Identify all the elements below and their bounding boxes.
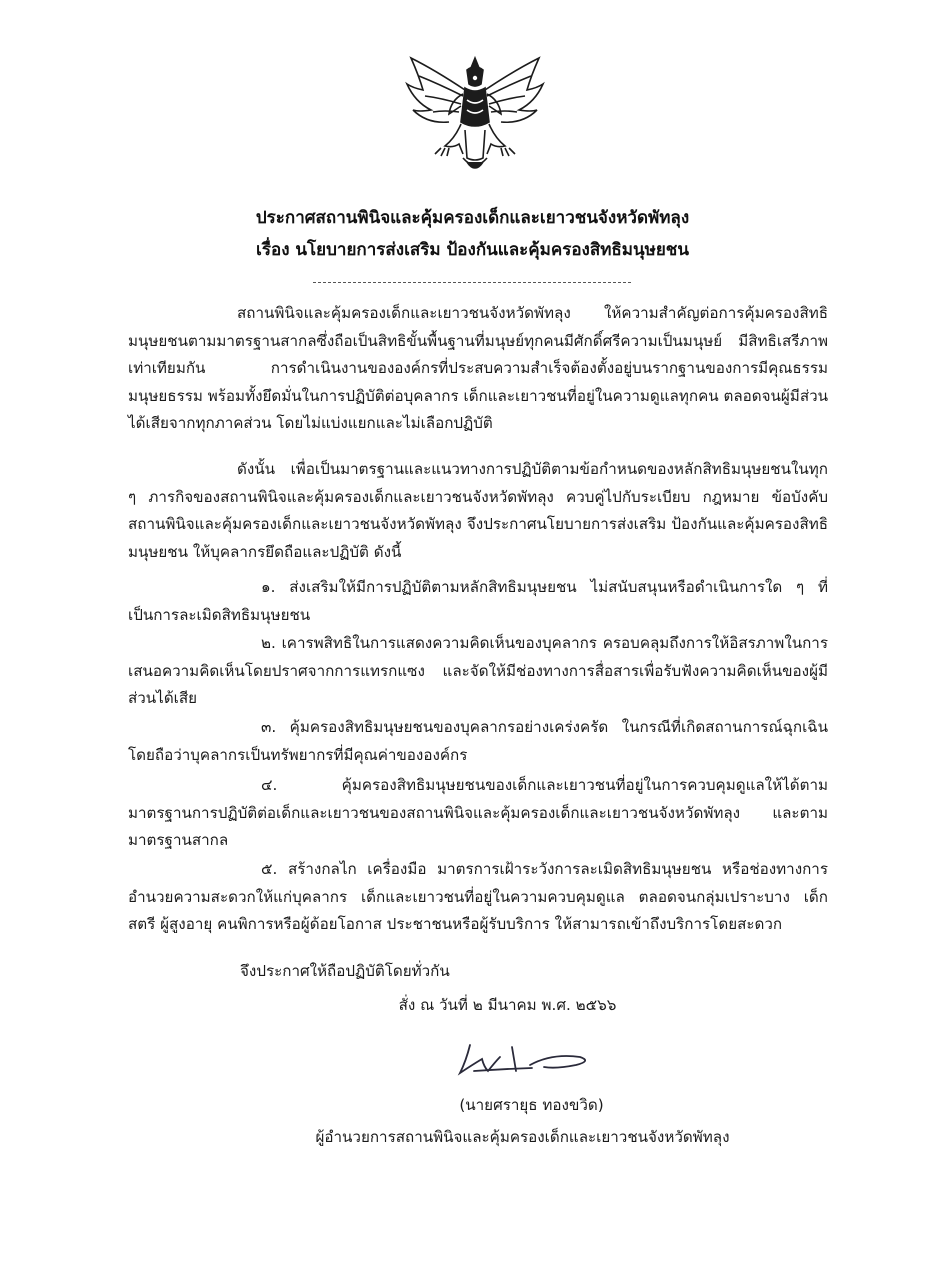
- paragraph-policy-text: ดังนั้น เพื่อเป็นมาตรฐานและแนวทางการปฏิบัติตามข้อกำหนดของหลักสิทธิมนุษยชนในทุก ๆ ภารกิจของสถานพินิจและคุ้มครองเด็กและเยาวชนจังหวัดพัทลุง ควบคู่ไปกับระเบียบ กฎหมาย ข้อบังคับ สถานพินิจและคุ้มครองเด็กและเยาวชนจังหวัดพัทลุง จึงประกาศนโยบายการส่งเสริม ป้องกันและคุ้มครองสิทธิมนุษยชน ให้บุคลากรยึดถือและปฏิบัติ ดังนี้: [128, 460, 828, 561]
- policy-item-2-text: ๒. เคารพสิทธิในการแสดงความคิดเห็นของบุคลากร ครอบคลุมถึงการให้อิสรภาพในการเสนอความคิดเห็นโดยปราศจากการแทรกแซง และจัดให้มีช่องทางการสื่อสารเพื่อรับฟังความคิดเห็นของผู้มีส่วนได้เสีย: [128, 634, 828, 707]
- paragraph-intro: [128, 300, 828, 438]
- title-divider: [313, 282, 631, 283]
- policy-item-1: [128, 574, 828, 629]
- policy-item-4: [128, 772, 828, 855]
- policy-item-3: [128, 714, 828, 769]
- issue-date: สั่ง ณ วันที่ ๒ มีนาคม พ.ศ. ๒๕๖๖: [398, 996, 617, 1014]
- announcement-title: ประกาศสถานพินิจและคุ้มครองเด็กและเยาวชนจังหวัดพัทลุง: [255, 208, 690, 228]
- closing-announcement: จึงประกาศให้ถือปฏิบัติโดยทั่วกัน: [240, 962, 450, 980]
- signer-position: ผู้อำนวยการสถานพินิจและคุ้มครองเด็กและเยาวชนจังหวัดพัทลุง: [315, 1128, 730, 1146]
- paragraph-policy: [128, 456, 828, 566]
- announcement-subject: เรื่อง นโยบายการส่งเสริม ป้องกันและคุ้มครองสิทธิมนุษยชน: [256, 240, 689, 260]
- policy-item-2: [128, 630, 828, 713]
- policy-item-5-text: ๕. สร้างกลไก เครื่องมือ มาตรการเฝ้าระวังการละเมิดสิทธิมนุษยชน หรือช่องทางการอำนวยความสะดวกให้แก่บุคลากร เด็กและเยาวชนที่อยู่ในความควบคุมดูแล ตลอดจนกลุ่มเปราะบาง เด็ก สตรี ผู้สูงอายุ คนพิการหรือผู้ด้อยโอกาส ประชาชนหรือผู้รับบริการ ให้สามารถเข้าถึงบริการโดยสะดวก: [128, 860, 828, 933]
- handwritten-signature-icon: [452, 1035, 602, 1085]
- policy-item-3-text: ๓. คุ้มครองสิทธิมนุษยชนของบุคลากรอย่างเคร่งครัด ในกรณีที่เกิดสถานการณ์ฉุกเฉินโดยถือว่าบุคลากรเป็นทรัพยากรที่มีคุณค่าขององค์กร: [128, 718, 828, 764]
- signer-name: (นายศรายุธ ทองขวิด): [459, 1096, 604, 1114]
- paragraph-intro-text: สถานพินิจและคุ้มครองเด็กและเยาวชนจังหวัดพัทลุง ให้ความสำคัญต่อการคุ้มครองสิทธิมนุษยชนตามมาตรฐานสากลซึ่งถือเป็นสิทธิขั้นพื้นฐานที่มนุษย์ทุกคนมีศักดิ์ศรีความเป็นมนุษย์ มีสิทธิเสรีภาพเท่าเทียมกัน การดำเนินงานขององค์กรที่ประสบความสำเร็จต้องตั้งอยู่บนรากฐานของการมีคุณธรรม มนุษยธรรม พร้อมทั้งยึดมั่นในการปฏิบัติต่อบุคลากร เด็กและเยาวชนที่อยู่ในความดูแลทุกคน ตลอดจนผู้มีส่วนได้เสียจากทุกภาคส่วน โดยไม่แบ่งแยกและไม่เลือกปฏิบัติ: [128, 304, 828, 432]
- policy-item-5: [128, 856, 828, 939]
- policy-item-4-text: ๔. คุ้มครองสิทธิมนุษยชนของเด็กและเยาวชนที่อยู่ในการควบคุมดูแลให้ได้ตามมาตรฐานการปฏิบัติต่อเด็กและเยาวชนของสถานพินิจและคุ้มครองเด็กและเยาวชนจังหวัดพัทลุง และตามมาตรฐานสากล: [128, 776, 828, 849]
- policy-item-1-text: ๑. ส่งเสริมให้มีการปฏิบัติตามหลักสิทธิมนุษยชน ไม่สนับสนุนหรือดำเนินการใด ๆ ที่เป็นการละเมิดสิทธิมนุษยชน: [128, 578, 828, 624]
- garuda-emblem-icon: [405, 50, 545, 176]
